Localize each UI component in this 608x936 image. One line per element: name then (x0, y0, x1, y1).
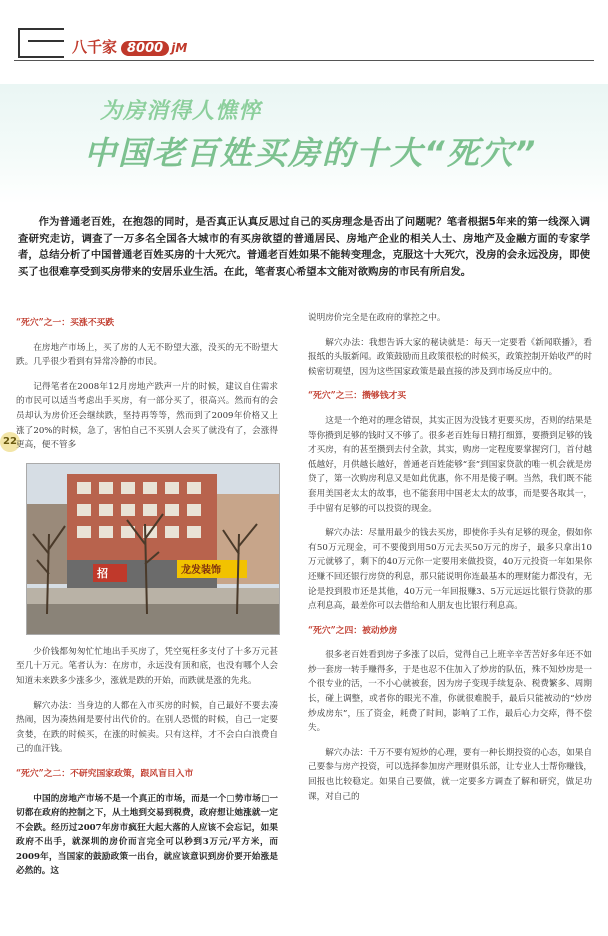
paragraph: 很多老百姓看到房子多涨了以后，觉得自己上班辛辛苦苦好多年还不如炒一套房一转手赚得多，于是也忍不住加入了炒房的队伍，殊不知炒房是一个很专业的活，一不小心就被套，因为房子变现手续复杂、税费繁多、周期长，碰上调整，或者你的眼光不准，你就很难脱手，最后只能被动的“炒房炒成房东”，压了资金，耗费了时间，影响了工作，最后心力交瘁，得不偿失。 (308, 650, 592, 734)
paragraph: 解穴办法：我想告诉大家的秘诀就是：每天一定要看《新闻联播》，看报纸的头版新闻。政策鼓励而且政策很松的时候买，政策控制开始收严的时候密切观望，因为这些国家政策是最直接的涉及到市场反应中的。 (308, 337, 592, 377)
section-heading-3: “死穴”之三：攒够钱才买 (308, 391, 407, 402)
paragraph: 解穴办法：尽量用最少的钱去买房，即使你手头有足够的现金，假如你有50万元现金，可不要傻到用50万元去买50万元的房子，最多只拿出10万元就够了，剩下的40万元你一定要用来做投资，40万元投资一年如果你还赚不回还银行房贷的利息，那只能说明你连最基本的理财能力都没有，无论是投到股市还是其他，40万元一年回报赚3、5万元远远比银行贷款的那点利息高，最差你可以去借给和人朋友也比银行利息高。 (308, 528, 592, 612)
section-heading-1: “死穴”之一：买涨不买跌 (16, 318, 115, 328)
paragraph: 在房地产市场上，买了房的人无不盼望大涨，没买的无不盼望大跌。几乎很少看到有异常冷静的市民。 (16, 342, 278, 368)
header-divider (14, 60, 594, 61)
left-column (16, 310, 278, 889)
paragraph: 中国的房地产市场不是一个真正的市场，而是一个□势市场□一切都在政府的控制之下，从土地到交易到税费，政府想让她涨就一定不会跌。经历过2007年房市疯狂大起大落的人应该不会忘记，如果政府不出手，就深圳的房价而言完全可以秒到3万元/平方米，而2009年，当国家的鼓励政策一出台，就应该意识到房价要开始涨是必然的。这 (16, 793, 278, 877)
photo-illustration (27, 464, 279, 634)
street-photo (26, 463, 280, 635)
paragraph: 少价钱都匆匆忙忙地出手买房了，凭空冤枉多支付了十多万元甚至几十万元。笔者认为：在房市，永远没有顶和底，也没有哪个人会知道未来跌多少涨多少，涨就是跌的开始，而跌就是涨的先兆。 (16, 646, 278, 686)
section-heading-2: “死穴”之二：不研究国家政策，跟风盲目入市 (16, 768, 194, 779)
shop-sign-left: 招 (97, 566, 108, 580)
brand-number: 8000 (121, 41, 169, 56)
brand-logo (72, 36, 187, 57)
paragraph: 解穴办法：千万不要有短炒的心理，要有一种长期投资的心态，如果自己要参与房产投资，可以选择参加房产理财俱乐部，让专业人士帮你赚钱，回报也比较稳定。如果自己要做，就一定要多方调查了解和研究，做足功课，对自己的 (308, 747, 592, 802)
article-intro: 作为普通老百姓，在抱怨的同时，是否真正认真反思过自己的买房理念是否出了问题呢？笔者根据5年来的第一线深入调查研究走访，调查了一万多名全国各大城市的有买房欲望的普通居民、房地产企业的相关人士、房地产及金融方面的专家学者，总结分析了中国普通老百姓买房的十大死穴。普通老百姓如果不能转变理念，克服这十大死穴，没房的会永远没房，即使买了也很难享受到买房带来的安居乐业生活。在此，笔者衷心希望本文能对欲购房的市民有所启发。 (18, 216, 590, 278)
section-heading-4: “死穴”之四：被动炒房 (308, 625, 398, 636)
shop-sign-right: 龙发装饰 (181, 564, 221, 576)
page-header (0, 0, 608, 70)
header-logo-mark (18, 28, 64, 58)
paragraph: 说明房价完全是在政府的掌控之中。 (308, 313, 446, 323)
brand-text: 八千家 (72, 38, 118, 56)
paragraph: 记得笔者在2008年12月房地产跌声一片的时候，建议自住需求的市民可以适当考虑出手买房，有一部分买了，很高兴。然而有的会员却认为房价还会继续跌，坚持再等等，然而到了2009年价格又上涨了20%的时候，急了，害怕自己不买别人会买了就没有了，会涨得更高，便不管多 (16, 381, 278, 451)
article-subtitle: 为房消得人憔悴 (100, 99, 262, 124)
right-column (308, 311, 592, 814)
brand-suffix: jM (171, 41, 188, 55)
page-number-badge: 22 (0, 432, 20, 452)
paragraph: 解穴办法：当身边的人都在入市买房的时候，自己最好不要去凑热闹，因为凑热闹是要付出代价的。在别人恐慌的时候，自己一定要贪婪，在跌的时候买，在涨的时候卖。只有这样，才不会白白浪费自己的血汗钱。 (16, 700, 278, 755)
paragraph: 这是一个绝对的理念错误，其实正因为没钱才更要买房，否则的结果是等你攒到足够的钱时又不够了。很多老百姓每日精打细算，要攒到足够的钱才买房，有的甚至攒到去付全款，其实，购房一定程度要掌握窍门，首付越低越好，月供越长越好，普通老百姓能够“套”到国家贷款的唯一机会就是房贷了，第一次购房利息又是如此优惠，你不用是傻子啊。当然，我们既不能套用美国老太太的故事，也不能套用中国老太太的故事，而是要各取其一，手中留有足够的可以投资的现金。 (308, 415, 592, 514)
article-title: 中国老百姓买房的十大“死穴” (84, 134, 538, 172)
